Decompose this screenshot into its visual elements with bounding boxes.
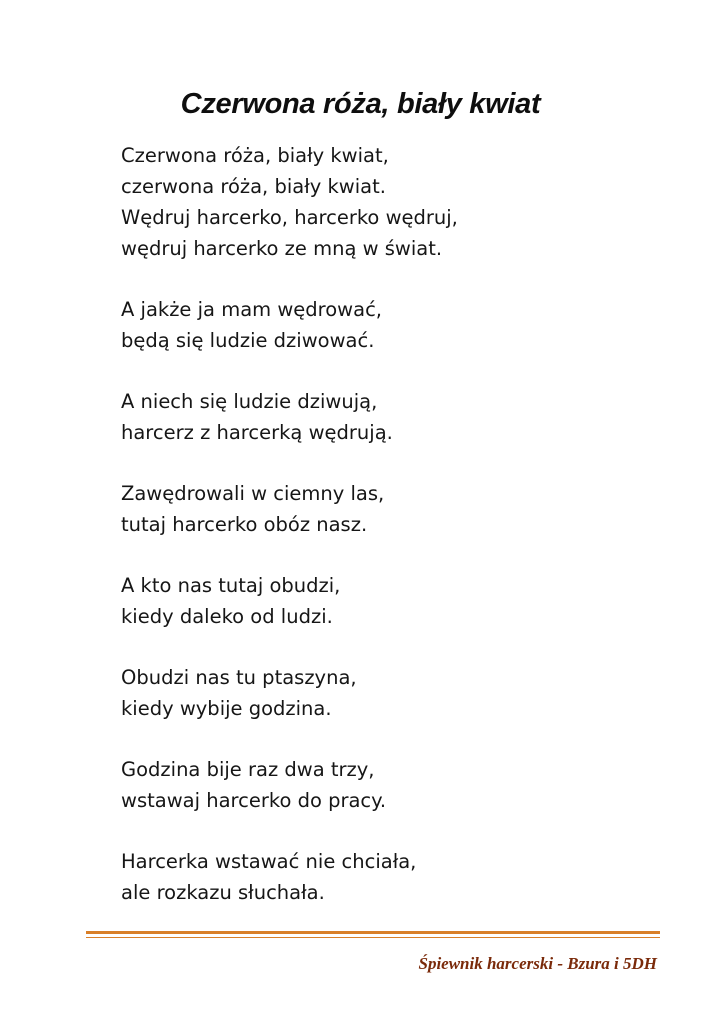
lyric-line: tutaj harcerko obóz nasz.: [121, 513, 368, 536]
stanza-5: [121, 570, 681, 632]
lyric-line: Zawędrowali w ciemny las,: [121, 482, 385, 505]
lyric-line: czerwona róża, biały kwiat.: [121, 175, 386, 198]
stanza-2: [121, 294, 681, 356]
lyric-line: Godzina bije raz dwa trzy,: [121, 758, 375, 781]
stanza-1: [121, 140, 681, 264]
lyric-line: wstawaj harcerko do pracy.: [121, 789, 387, 812]
song-lyrics: [121, 140, 681, 938]
stanza-8: [121, 846, 681, 908]
lyric-line: wędruj harcerko ze mną w świat.: [121, 237, 443, 260]
stanza-7: [121, 754, 681, 816]
stanza-4: [121, 478, 681, 540]
lyric-line: kiedy daleko od ludzi.: [121, 605, 333, 628]
lyric-line: Harcerka wstawać nie chciała,: [121, 850, 417, 873]
lyric-line: A kto nas tutaj obudzi,: [121, 574, 341, 597]
stanza-6: [121, 662, 681, 724]
lyric-line: Wędruj harcerko, harcerko wędruj,: [121, 206, 458, 229]
footer-songbook-name: Śpiewnik harcerski - Bzura i 5DH: [418, 954, 657, 973]
stanza-3: [121, 386, 681, 448]
lyric-line: ale rozkazu słuchała.: [121, 881, 325, 904]
lyric-line: A niech się ludzie dziwują,: [121, 390, 378, 413]
footer-divider-thin: [86, 937, 660, 938]
lyric-line: Obudzi nas tu ptaszyna,: [121, 666, 357, 689]
lyric-line: harcerz z harcerką wędrują.: [121, 421, 393, 444]
song-title: Czerwona róża, biały kwiat: [180, 88, 541, 120]
lyric-line: A jakże ja mam wędrować,: [121, 298, 382, 321]
footer-divider-thick: [86, 931, 660, 934]
lyric-line: będą się ludzie dziwować.: [121, 329, 375, 352]
lyric-line: Czerwona róża, biały kwiat,: [121, 144, 389, 167]
lyric-line: kiedy wybije godzina.: [121, 697, 332, 720]
